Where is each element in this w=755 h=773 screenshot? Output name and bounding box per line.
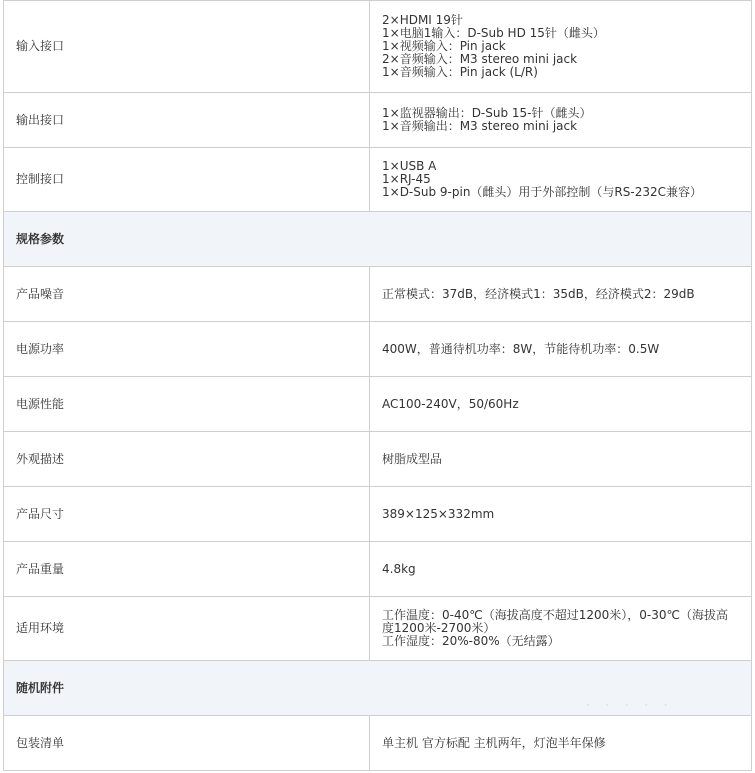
spec-row [4,716,752,771]
spec-row [4,597,752,661]
spec-value-line: 单主机 官方标配 主机两年，灯泡半年保修 [382,735,606,750]
spec-row [4,1,752,93]
spec-label: 输出接口 [4,93,370,148]
spec-label: 电源性能 [4,377,370,432]
section-row [4,661,752,716]
spec-value [370,432,752,487]
spec-value-line: 2×音频输入：M3 stereo mini jack [382,52,578,66]
spec-value [370,377,752,432]
spec-value-line: 正常模式：37dB，经济模式1：35dB，经济模式2：29dB [382,286,695,301]
spec-label: 适用环境 [4,597,370,661]
spec-label: 电源功率 [4,322,370,377]
spec-value-line: 1×D-Sub 9-pin（雌头）用于外部控制（与RS-232C兼容） [382,185,703,199]
spec-row [4,487,752,542]
spec-value-line: 400W，普通待机功率：8W，节能待机功率：0.5W [382,341,660,356]
spec-label: 控制接口 [4,148,370,212]
section-title: 随机附件 [4,661,752,716]
spec-value-line: 1×监视器输出：D-Sub 15-针（雌头） [382,106,592,120]
spec-value [370,148,752,212]
spec-value-line: 工作湿度：20%-80%（无结露） [382,634,560,648]
spec-row [4,377,752,432]
spec-value-line: 1×电脑1输入：D-Sub HD 15针（雌头） [382,26,605,40]
spec-row [4,148,752,212]
section-title: 规格参数 [4,212,752,267]
spec-label: 产品尺寸 [4,487,370,542]
watermark: · · · · · [585,695,673,715]
spec-label: 包装清单 [4,716,370,771]
spec-value-line: AC100-240V，50/60Hz [382,396,519,411]
spec-row [4,93,752,148]
spec-value [370,597,752,661]
spec-value-line: 2×HDMI 19针 [382,13,463,27]
spec-value [370,487,752,542]
spec-table-body [4,1,752,771]
spec-value-line: 树脂成型品 [382,451,443,466]
spec-value [370,93,752,148]
spec-row [4,267,752,322]
spec-value [370,1,752,93]
spec-label: 产品重量 [4,542,370,597]
spec-label: 外观描述 [4,432,370,487]
spec-value-line: 1×视频输入：Pin jack [382,39,506,53]
spec-label: 产品噪音 [4,267,370,322]
spec-value-line: 1×音频输出：M3 stereo mini jack [382,119,578,133]
spec-value-line: 1×RJ-45 [382,172,431,186]
spec-row [4,322,752,377]
spec-value [370,267,752,322]
spec-value [370,322,752,377]
spec-value-line: 1×USB A [382,159,437,173]
spec-row [4,432,752,487]
spec-label: 输入接口 [4,1,370,93]
spec-value-line: 4.8kg [382,561,416,576]
spec-value-line: 1×音频输入：Pin jack (L/R) [382,65,538,79]
spec-value-line: 389×125×332mm [382,506,495,521]
spec-value-line: 工作温度：0-40℃（海拔高度不超过1200米），0-30℃（海拔高度1200米-2700米） [382,608,728,635]
spec-row [4,542,752,597]
spec-value [370,542,752,597]
spec-value [370,716,752,771]
spec-table [3,0,752,771]
section-row [4,212,752,267]
